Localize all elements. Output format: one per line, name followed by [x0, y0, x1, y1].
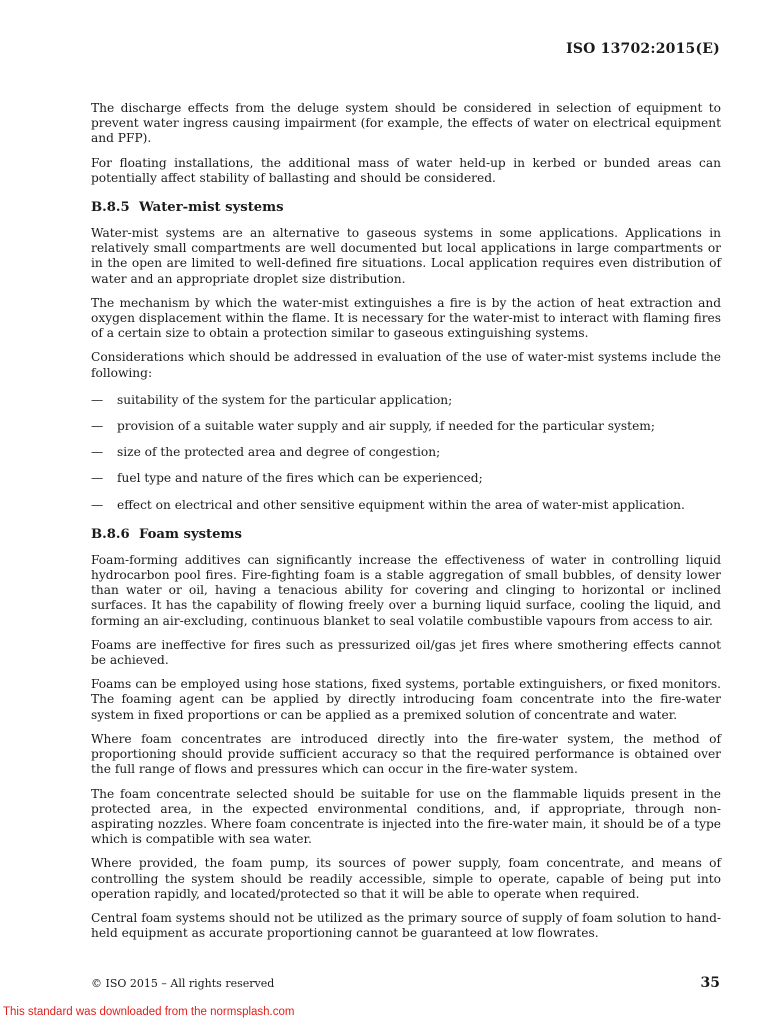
- paragraph: Foams can be employed using hose stations, fixed systems, portable extinguishers, or fixed monitors. The foaming agent can be applied by directly introducing foam concentrate into the fire-water system in fixed proportions or can be applied as a premixed solution of concentrate and water.: [91, 677, 721, 722]
- document-body: [91, 101, 721, 950]
- list-item-text: effect on electrical and other sensitive equipment within the area of water-mist application.: [117, 497, 685, 512]
- list-dash: —: [91, 392, 104, 407]
- list-item-text: size of the protected area and degree of congestion;: [117, 445, 441, 460]
- standard-identifier: ISO 13702:2015(E): [566, 41, 720, 57]
- section-title: Foam systems: [139, 526, 242, 542]
- paragraph: For floating installations, the additional mass of water held-up in kerbed or bunded areas can potentially affect stability of ballasting and should be considered.: [91, 155, 721, 185]
- considerations-list: [91, 393, 721, 513]
- paragraph: The mechanism by which the water-mist extinguishes a fire is by the action of heat extraction and oxygen displacement within the flame. It is necessary for the water-mist to interact with flaming fires of a certain size to obtain a protection similar to gaseous extinguishing systems.: [91, 295, 721, 341]
- paragraph: Considerations which should be addressed in evaluation of the use of water-mist systems include the following:: [91, 350, 721, 380]
- paragraph: The discharge effects from the deluge system should be considered in selection of equipment to prevent water ingress causing impairment (for example, the effects of water on electrical equipment and PFP).: [91, 101, 721, 146]
- list-dash: —: [91, 419, 104, 434]
- paragraph: Water-mist systems are an alternative to gaseous systems in some applications. Applications in relatively small compartments are well documented but local applications in large compartments or in the open are limited to well-defined fire situations. Local application requires even distribution of water and an appropriate droplet size distribution.: [91, 226, 721, 286]
- paragraph: Foam-forming additives can significantly increase the effectiveness of water in controlling liquid hydrocarbon pool fires. Fire-fighting foam is a stable aggregation of small bubbles, of density lower than water or oil, having a tenacious ability for covering and clinging to horizontal or inclined surfaces. It has the capability of flowing freely over a burning liquid surface, cooling the liquid, and forming an air-excluding, continuous blanket to seal volatile combustible vapours from access to air.: [91, 552, 721, 628]
- paragraph: The foam concentrate selected should be suitable for use on the flammable liquids present in the protected area, in the expected environmental conditions, and, if appropriate, through non-aspirating nozzles. Where foam concentrate is injected into the fire-water main, it should be of a type which is compatible with sea water.: [91, 786, 721, 847]
- list-item: [91, 498, 721, 513]
- download-notice: This standard was downloaded from the normsplash.com: [3, 1006, 295, 1018]
- list-item: [91, 471, 721, 486]
- list-dash: —: [91, 497, 104, 512]
- section-number: B.8.5: [91, 200, 130, 216]
- paragraph: Where provided, the foam pump, its sources of power supply, foam concentrate, and means of controlling the system should be readily accessible, simple to operate, capable of being put into operation rapidly, and located/protected so that it will be able to operate when required.: [91, 856, 721, 901]
- section-heading-foam: [91, 527, 721, 543]
- section-number: B.8.6: [91, 526, 130, 542]
- list-item-text: provision of a suitable water supply and air supply, if needed for the particular system;: [117, 419, 655, 434]
- section-heading-water-mist: [91, 200, 721, 216]
- list-item-text: fuel type and nature of the fires which can be experienced;: [117, 471, 483, 486]
- paragraph: Where foam concentrates are introduced directly into the fire-water system, the method of proportioning should provide sufficient accuracy so that the required performance is obtained over the full range of flows and pressures which can occur in the fire-water system.: [91, 731, 721, 777]
- list-item-text: suitability of the system for the particular application;: [117, 392, 453, 407]
- list-dash: —: [91, 445, 104, 460]
- copyright-notice: © ISO 2015 – All rights reserved: [91, 977, 275, 990]
- paragraph: Central foam systems should not be utilized as the primary source of supply of foam solution to hand-held equipment as accurate proportioning cannot be guaranteed at low flowrates.: [91, 910, 721, 941]
- list-item: [91, 419, 721, 434]
- page-number: 35: [700, 975, 720, 991]
- paragraph: Foams are ineffective for fires such as pressurized oil/gas jet fires where smothering effects cannot be achieved.: [91, 637, 721, 668]
- section-title: Water-mist systems: [139, 200, 284, 216]
- list-dash: —: [91, 471, 104, 486]
- list-item: [91, 445, 721, 460]
- list-item: [91, 393, 721, 408]
